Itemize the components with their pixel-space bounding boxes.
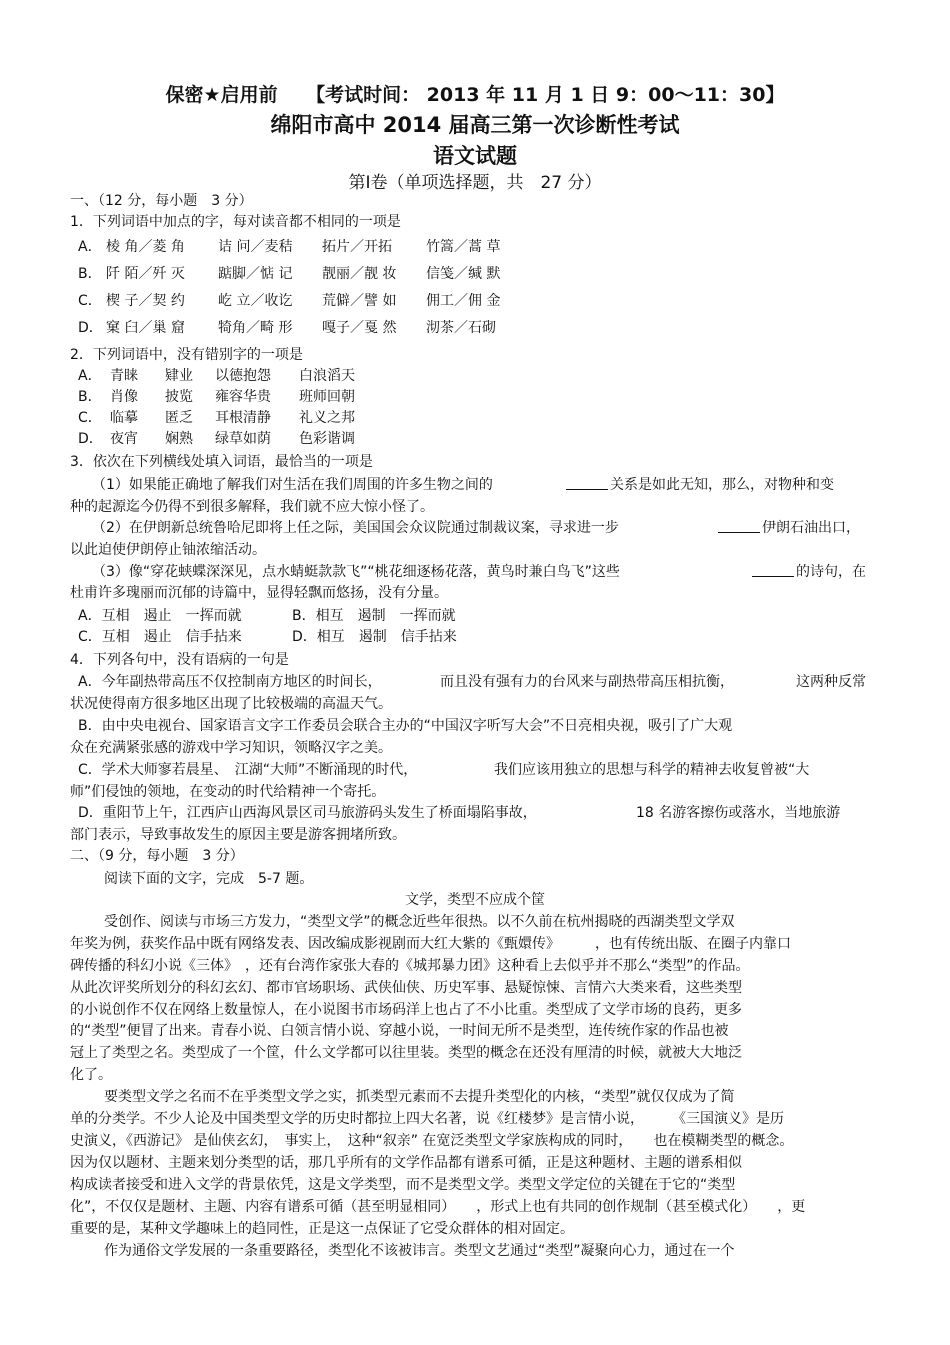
q1-option-c: C． 楔 子／契 约 屹 立／收讫 荒僻／譬 如 佣工／佣 金 — [78, 293, 501, 309]
q2-option-c: C． 临摹 匿乏 耳根清静 礼义之邦 — [78, 410, 355, 426]
article-line: 单的分类学。不少人论及中国类型文学的历史时都拉上四大名著，说《红楼梦》是言情小说， 《三国演义》是历 — [70, 1111, 784, 1127]
article-line: 年奖为例，获奖作品中既有网络发表、因改编成影视剧而大红大紫的《甄嬛传》 ，也有传统出版、在圈子内靠口 — [70, 936, 791, 952]
q4-c-part1: C．学术大师寥若晨星、 江湖“大师”不断涌现的时代， — [78, 762, 418, 778]
article-line: 因为仅以题材、主题来划分类型的话，那几乎所有的文学作品都有谱系可循，正是这种题材、主题的谱系相似 — [70, 1155, 742, 1171]
q3-sentence2-part2: 伊朗石油出口， — [762, 520, 860, 536]
q4-c-line2: 师”们侵蚀的领地，在变动的时代给精神一个寄托。 — [70, 784, 386, 800]
q3-stem: 3．依次在下列横线处填入词语，最恰当的一项是 — [70, 454, 373, 470]
article-line: 史演义，《西游记》 是仙侠玄幻， 事实上， 这种“叙亲” 在宽泛类型文学家族构成的同时， 也在模糊类型的概念。 — [70, 1133, 794, 1149]
q1-stem: 1．下列词语中加点的字，每对读音都不相同的一项是 — [70, 214, 401, 230]
q2-option-d: D． 夜宵 娴熟 绿草如荫 色彩谐调 — [78, 431, 355, 447]
article-line: 的小说创作不仅在网络上数量惊人，在小说图书市场码洋上也占了不小比重。类型成了文学市场的良药，更多 — [70, 1002, 742, 1018]
q4-a-part2: 而且没有强有力的台风来与副热带高压相抗衡， — [440, 674, 734, 690]
q3-sentence2-part3: 以此迫使伊朗停止铀浓缩活动。 — [70, 542, 266, 558]
q1-option-b: B． 阡 陌／歼 灭 踮脚／惦 记 靓丽／靓 妆 信笺／缄 默 — [78, 266, 501, 282]
q3-sentence3-part2: 的诗句，在 — [796, 564, 866, 580]
reading-instruction: 阅读下面的文字，完成 5-7 题。 — [104, 871, 314, 887]
article-line: 作为通俗文学发展的一条重要路径，类型化不该被讳言。类型文艺通过“类型”凝聚向心力，通过在一个 — [104, 1243, 735, 1259]
section2-title: 二、（9 分，每小题 3 分） — [70, 848, 244, 864]
q3-blank1 — [566, 475, 608, 496]
q4-d-part2: 18 名游客擦伤或落水，当地旅游 — [636, 805, 841, 821]
q3-option-c: C．互相 遏止 信手拈来 — [78, 629, 242, 645]
article-line: 化”，不仅仅是题材、主题、内容有谱系可循（甚至明显相同） ，形式上也有共同的创作规制（甚至模式化） ，更 — [70, 1199, 806, 1215]
q3-sentence1-part2: 关系是如此无知，那么，对物种和变 — [610, 477, 834, 493]
q4-b-line1: B．由中央电视台、国家语言文字工作委员会联合主办的“中国汉字听写大会”不日亮相央视，吸引了广大观 — [78, 718, 733, 734]
article-line: 构成读者接受和进入文学的背景依凭，这是文学类型，而不是类型文学。类型文学定位的关键在于它的“类型 — [70, 1177, 736, 1193]
q1-option-a: A． 棱 角／菱 角 诘 问／麦秸 拓片／开拓 竹篙／蒿 草 — [78, 239, 501, 255]
q4-a-part1: A．今年副热带高压不仅控制南方地区的时间长， — [78, 674, 382, 690]
q4-d-part1: D．重阳节上午，江西庐山西海风景区司马旅游码头发生了桥面塌陷事故， — [78, 805, 537, 821]
q3-sentence3-part3: 杜甫许多瑰丽而沉郁的诗篇中，显得轻飘而悠扬，没有分量。 — [70, 585, 448, 601]
article-line: 要类型文学之名而不在乎类型文学之实，抓类型元素而不去提升类型化的内核，“类型”就仅仅成为了简 — [104, 1089, 735, 1105]
volume-title: 第Ⅰ卷（单项选择题，共 27 分） — [348, 173, 602, 193]
q3-blank2 — [718, 518, 760, 539]
q4-c-part2: 我们应该用独立的思想与科学的精神去收复曾被“大 — [494, 762, 810, 778]
q3-sentence1-part1: （1）如果能正确地了解我们对生活在我们周围的许多生物之间的 — [92, 477, 493, 493]
article-title: 文学，类型不应成个筐 — [405, 892, 545, 908]
article-line: 受创作、阅读与市场三方发力，“类型文学”的概念近些年很热。以不久前在杭州揭晓的西湖类型文学双 — [104, 914, 735, 930]
article-line: 冠上了类型之名。类型成了一个筐，什么文学都可以往里装。类型的概念在还没有厘清的时候，就被大大地泛 — [70, 1045, 742, 1061]
q3-option-a: A．互相 遏止 一挥而就 — [78, 608, 242, 624]
q1-option-d: D． 窠 臼／巢 窟 犄角／畸 形 嘎子／戛 然 沏茶／石砌 — [78, 320, 496, 336]
exam-title: 绵阳市高中 2014 届高三第一次诊断性考试 — [270, 113, 680, 137]
q2-stem-text: 2．下列词语中，没有错别字的一项是 — [70, 347, 303, 363]
q4-d-line2: 部门表示，导致事故发生的原因主要是游客拥堵所致。 — [70, 827, 406, 843]
fill-blank — [752, 562, 794, 577]
article-line: 的“类型”便冒了出来。青春小说、白领言情小说、穿越小说，一时间无所不是类型，连传统作家的作品也被 — [70, 1023, 729, 1039]
q4-b-line2: 众在充满紧张感的游戏中学习知识，领略汉字之美。 — [70, 740, 392, 756]
q3-sentence1-part3: 种的起源迄今仍得不到很多解释，我们就不应大惊小怪了。 — [70, 499, 434, 515]
q3-sentence2-part1: （2）在伊朗新总统鲁哈尼即将上任之际，美国国会众议院通过制裁议案，寻求进一步 — [92, 520, 619, 536]
section1-title: 一、（12 分，每小题 3 分） — [70, 193, 253, 209]
article-line: 碑传播的科幻小说《三体》 ，还有台湾作家张大春的《城邦暴力团》这种看上去似乎并不那么“类型”的作品。 — [70, 958, 750, 974]
article-line: 从此次评奖所划分的科幻玄幻、都市官场职场、武侠仙侠、历史军事、悬疑惊悚、言情六大类来看，这些类型 — [70, 980, 742, 996]
q2-option-a: A． 青睐 肄业 以德抱怨 白浪滔天 — [78, 368, 355, 384]
confidential-time-line: 保密★启用前 【考试时间： 2013 年 11 月 1 日 9：00～11：30】 — [165, 84, 785, 106]
fill-blank — [718, 518, 760, 533]
article-line: 重要的是，某种文学趣味上的趋同性，正是这一点保证了它受众群体的相对固定。 — [70, 1221, 574, 1237]
q3-option-d: D．相互 遏制 信手拈来 — [292, 629, 457, 645]
fill-blank — [566, 475, 608, 490]
q3-option-b: B．相互 遏制 一挥而就 — [292, 608, 456, 624]
q2-option-b: B． 肖像 披览 雍容华贵 班师回朝 — [78, 389, 355, 405]
q3-sentence3-part1: （3）像“穿花蛱蝶深深见，点水蜻蜓款款飞”“桃花细逐杨花落，黄鸟时兼白鸟飞”这些 — [92, 564, 620, 580]
q4-stem: 4．下列各句中，没有语病的一句是 — [70, 652, 289, 668]
q3-blank3 — [752, 562, 794, 583]
q4-a-part3: 这两种反常 — [796, 674, 866, 690]
subject-title: 语文试题 — [433, 144, 517, 168]
article-line: 化了。 — [70, 1067, 112, 1083]
q4-a-line2: 状况使得南方很多地区出现了比较极端的高温天气。 — [70, 696, 392, 712]
